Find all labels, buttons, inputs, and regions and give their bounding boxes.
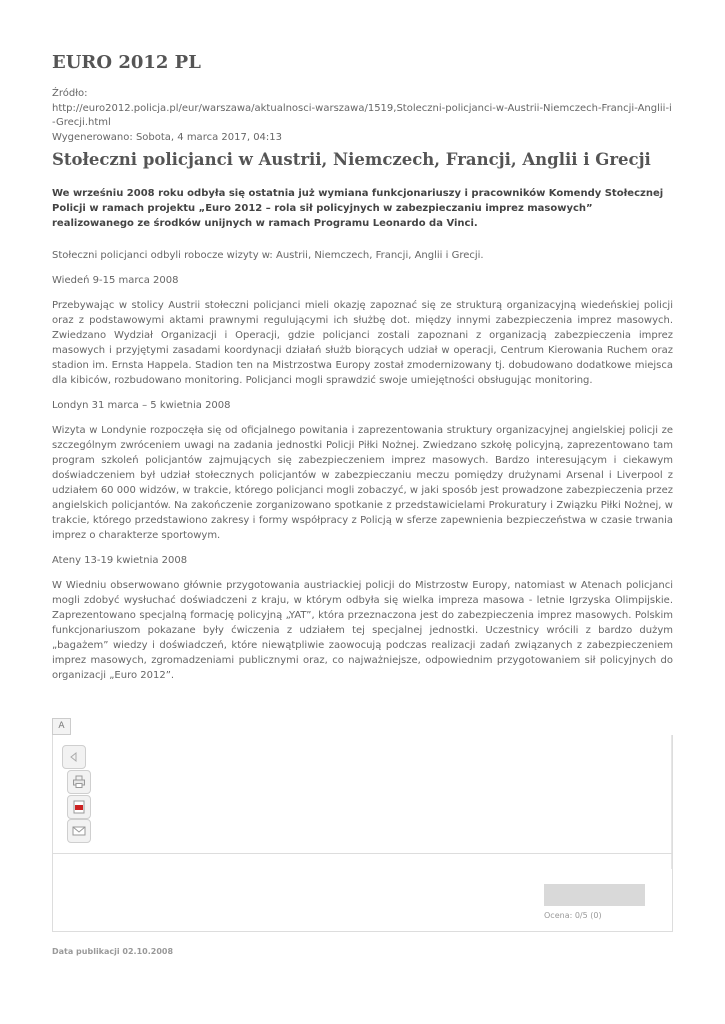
font-size-glyph: A: [58, 721, 65, 731]
mail-button[interactable]: [67, 819, 91, 843]
print-icon: [72, 775, 86, 789]
publication-date: Data publikacji 02.10.2008: [52, 947, 174, 956]
back-button[interactable]: [62, 745, 86, 769]
font-size-icon[interactable]: [52, 718, 71, 735]
article-paragraph-athens: W Wiedniu obserwowano głównie przygotowania austriackiej policji do Mistrzostw Europy, natomiast w Atenach policjanci mogli zdobyć wysłuchać doświadczeni z kraju, w którym odbyła się wielka impreza masowa - letnie Igrzyska Olimpijskie. Zaprezentowano specjalną formację policyjną „YAT”, która przeznaczona jest do zabezpieczenia imprez masowych. Polskim funkcjonariuszom pokazane były ćwiczenia z udziałem tej specjalnej jednostki. Uczestnicy wrócili z bardzo dużym „bagażem” wiedzy i doświadczeń, które niewątpliwie zaowocują podczas realizacji zadań związanych z zabezpieczeniem imprez masowych, zgromadzeniami publicznymi oraz, co najważniejsze, odpowiednim przygotowaniem sił policyjnych do organizacji „Euro 2012”.: [52, 580, 673, 681]
site-title: EURO 2012 PL: [52, 52, 201, 73]
article-toolbox: [52, 718, 673, 933]
print-button[interactable]: [67, 770, 91, 794]
section-heading-vienna: Wiedeń 9-15 marca 2008: [52, 275, 179, 286]
article-page: [52, 52, 673, 693]
source-label: Źródło:: [52, 88, 88, 99]
article-lead: We wrześniu 2008 roku odbyła się ostatnia już wymiana funkcjonariuszy i pracowników Komendy Stołecznej Policji w ramach projektu „Euro 2012 – rola sił policyjnych w zabezpieczaniu imprez masowych” realizowanego ze środków unijnych w ramach Programu Leonardo da Vinci.: [52, 188, 664, 229]
section-heading-athens: Ateny 13-19 kwietnia 2008: [52, 555, 188, 566]
source-url: http://euro2012.policja.pl/eur/warszawa/aktualnosci-warszawa/1519,Stoleczni-policjanci-w-Austrii-Niemczech-Francji-Anglii-i-Grecji.html: [52, 102, 672, 128]
rating-stars[interactable]: [544, 884, 645, 906]
article-paragraph: Stołeczni policjanci odbyli robocze wizyty w: Austrii, Niemczech, Francji, Anglii i Grecji.: [52, 250, 484, 261]
pdf-icon: [72, 800, 86, 814]
mail-icon: [72, 824, 86, 838]
article-paragraph-london: Wizyta w Londynie rozpoczęła się od oficjalnego powitania i zaprezentowania struktury organizacyjnej angielskiej policji ze szczególnym zwróceniem uwagi na zadania jednostki Policji Piłki Nożnej. Zwiedzano szkołę policyjną, zaprezentowano tam program szkoleń policjantów zajmujących się zabezpieczeniem imprez masowych. Bardzo interesującym i ciekawym doświadczeniem był udział stołecznych policjantów w zabezpieczaniu meczu pomiędzy drużynami Arsenal i Liverpool z udziałem 60 000 widzów, w trakcie, którego policjanci mogli zobaczyć, w jaki sposób jest prowadzone zabezpieczenia przez angielskich policjantów. Na zakończenie zorganizowano spotkanie z przedstawicielami Prokuratury i Związku Piłki Nożnej, w trakcie, którego przedstawiono zakresy i formy współpracy z Policją w sferze zapewnienia bezpieczeństwa w czasie trwania imprez o charakterze sportowym.: [52, 425, 673, 541]
rating-text: Ocena: 0/5 (0): [544, 911, 602, 920]
pdf-button[interactable]: [67, 795, 91, 819]
generated-timestamp: Wygenerowano: Sobota, 4 marca 2017, 04:13: [52, 131, 283, 143]
section-heading-london: Londyn 31 marca – 5 kwietnia 2008: [52, 400, 231, 411]
toolbox-divider: [671, 735, 672, 869]
article-paragraph-vienna: Przebywając w stolicy Austrii stołeczni policjanci mieli okazję zapoznać się ze strukturą organizacyjną wiedeńskiej policji oraz z podstawowymi aktami prawnymi regulującymi ich służbę dot. między innymi zabezpieczenia imprez masowych. Zwiedzano Wydział Organizacji i Operacji, gdzie policjanci zostali zapoznani z organizacją zabezpieczenia imprez masowych i przyjętymi zasadami koordynacji działań służb biorących udział w operacji, Centrum Kierowania Ruchem oraz stadion im. Ernsta Happela. Stadion ten na Mistrzostwa Europy został zmodernizowany tj. dobudowano dodatkowe miejsca dla kibiców, rozbudowano monitoring. Policjanci mogli sprawdzić swoje umiejętności obsługując monitoring.: [52, 300, 673, 386]
toolbox-separator: [52, 853, 672, 854]
back-icon: [68, 751, 80, 763]
article-title: Stołeczni policjanci w Austrii, Niemczech, Francji, Anglii i Grecji: [52, 150, 651, 169]
source-meta: [52, 87, 673, 145]
